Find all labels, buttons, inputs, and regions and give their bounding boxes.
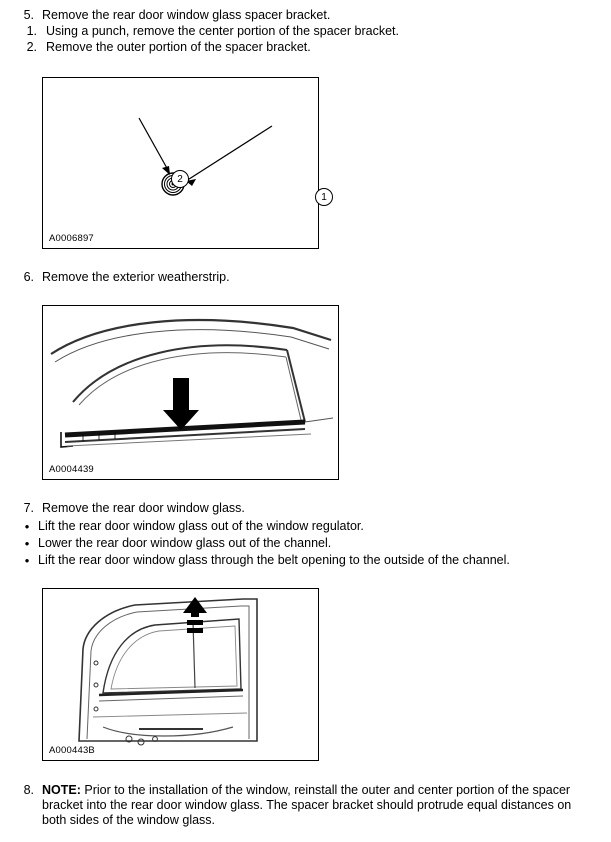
step-5 bbox=[16, 8, 596, 55]
figure-1-id: A0006897 bbox=[49, 233, 94, 244]
note-label: NOTE: bbox=[42, 783, 81, 797]
step-5-number: 5. bbox=[23, 8, 34, 22]
step-6 bbox=[16, 270, 596, 285]
step-5-substeps bbox=[16, 24, 596, 55]
step-5-line bbox=[16, 8, 596, 23]
bullet-marker: • bbox=[24, 553, 30, 568]
step-6-line bbox=[16, 270, 596, 285]
substep-text: Using a punch, remove the center portion of the spacer bracket. bbox=[46, 24, 399, 38]
substep-item bbox=[16, 40, 596, 56]
step-7-number: 7. bbox=[23, 501, 34, 515]
figure-callout-1: 1 bbox=[315, 188, 333, 206]
step-8-text: Prior to the installation of the window, reinstall the outer and center portion of the spacer bracket into the rear door window glass. The spacer bracket should protrude equal distances on both sides of the window glass. bbox=[42, 783, 572, 827]
substep-text: Remove the outer portion of the spacer bracket. bbox=[46, 39, 311, 54]
bullet-item bbox=[16, 535, 596, 552]
figure-callout-2: 2 bbox=[171, 170, 189, 188]
step-7 bbox=[16, 501, 596, 569]
figure-exterior-weatherstrip bbox=[42, 305, 339, 480]
figure-3-id: A000443B bbox=[49, 745, 95, 756]
step-5-text: Remove the rear door window glass spacer bracket. bbox=[42, 8, 331, 22]
figure-1-illustration bbox=[43, 78, 318, 248]
figure-spacer-bracket bbox=[42, 77, 327, 249]
bullet-marker: • bbox=[24, 519, 30, 534]
step-6-number: 6. bbox=[23, 270, 34, 284]
bullet-text: Lift the rear door window glass through the belt opening to the outside of the channel. bbox=[38, 553, 510, 567]
step-6-text: Remove the exterior weatherstrip. bbox=[42, 270, 230, 284]
substep-number: 2. bbox=[26, 39, 37, 54]
figure-3-illustration bbox=[43, 589, 318, 760]
bullet-item bbox=[16, 518, 596, 535]
bullet-marker: • bbox=[24, 536, 30, 551]
bullet-item bbox=[16, 552, 596, 569]
step-8-number: 8. bbox=[23, 783, 34, 797]
step-7-text: Remove the rear door window glass. bbox=[42, 501, 245, 515]
step-8-body bbox=[42, 783, 596, 828]
figure-2-id: A0004439 bbox=[49, 464, 94, 475]
step-7-line bbox=[16, 501, 596, 516]
step-8-line bbox=[16, 783, 596, 828]
substep-item bbox=[16, 24, 596, 40]
substep-number: 1. bbox=[26, 24, 37, 38]
bullet-text: Lower the rear door window glass out of the channel. bbox=[38, 536, 332, 550]
figure-2-illustration bbox=[43, 306, 338, 479]
bullet-text: Lift the rear door window glass out of the window regulator. bbox=[38, 519, 364, 533]
step-8 bbox=[16, 783, 596, 828]
figure-window-glass-removal bbox=[42, 588, 319, 761]
step-7-bullets bbox=[16, 518, 596, 569]
